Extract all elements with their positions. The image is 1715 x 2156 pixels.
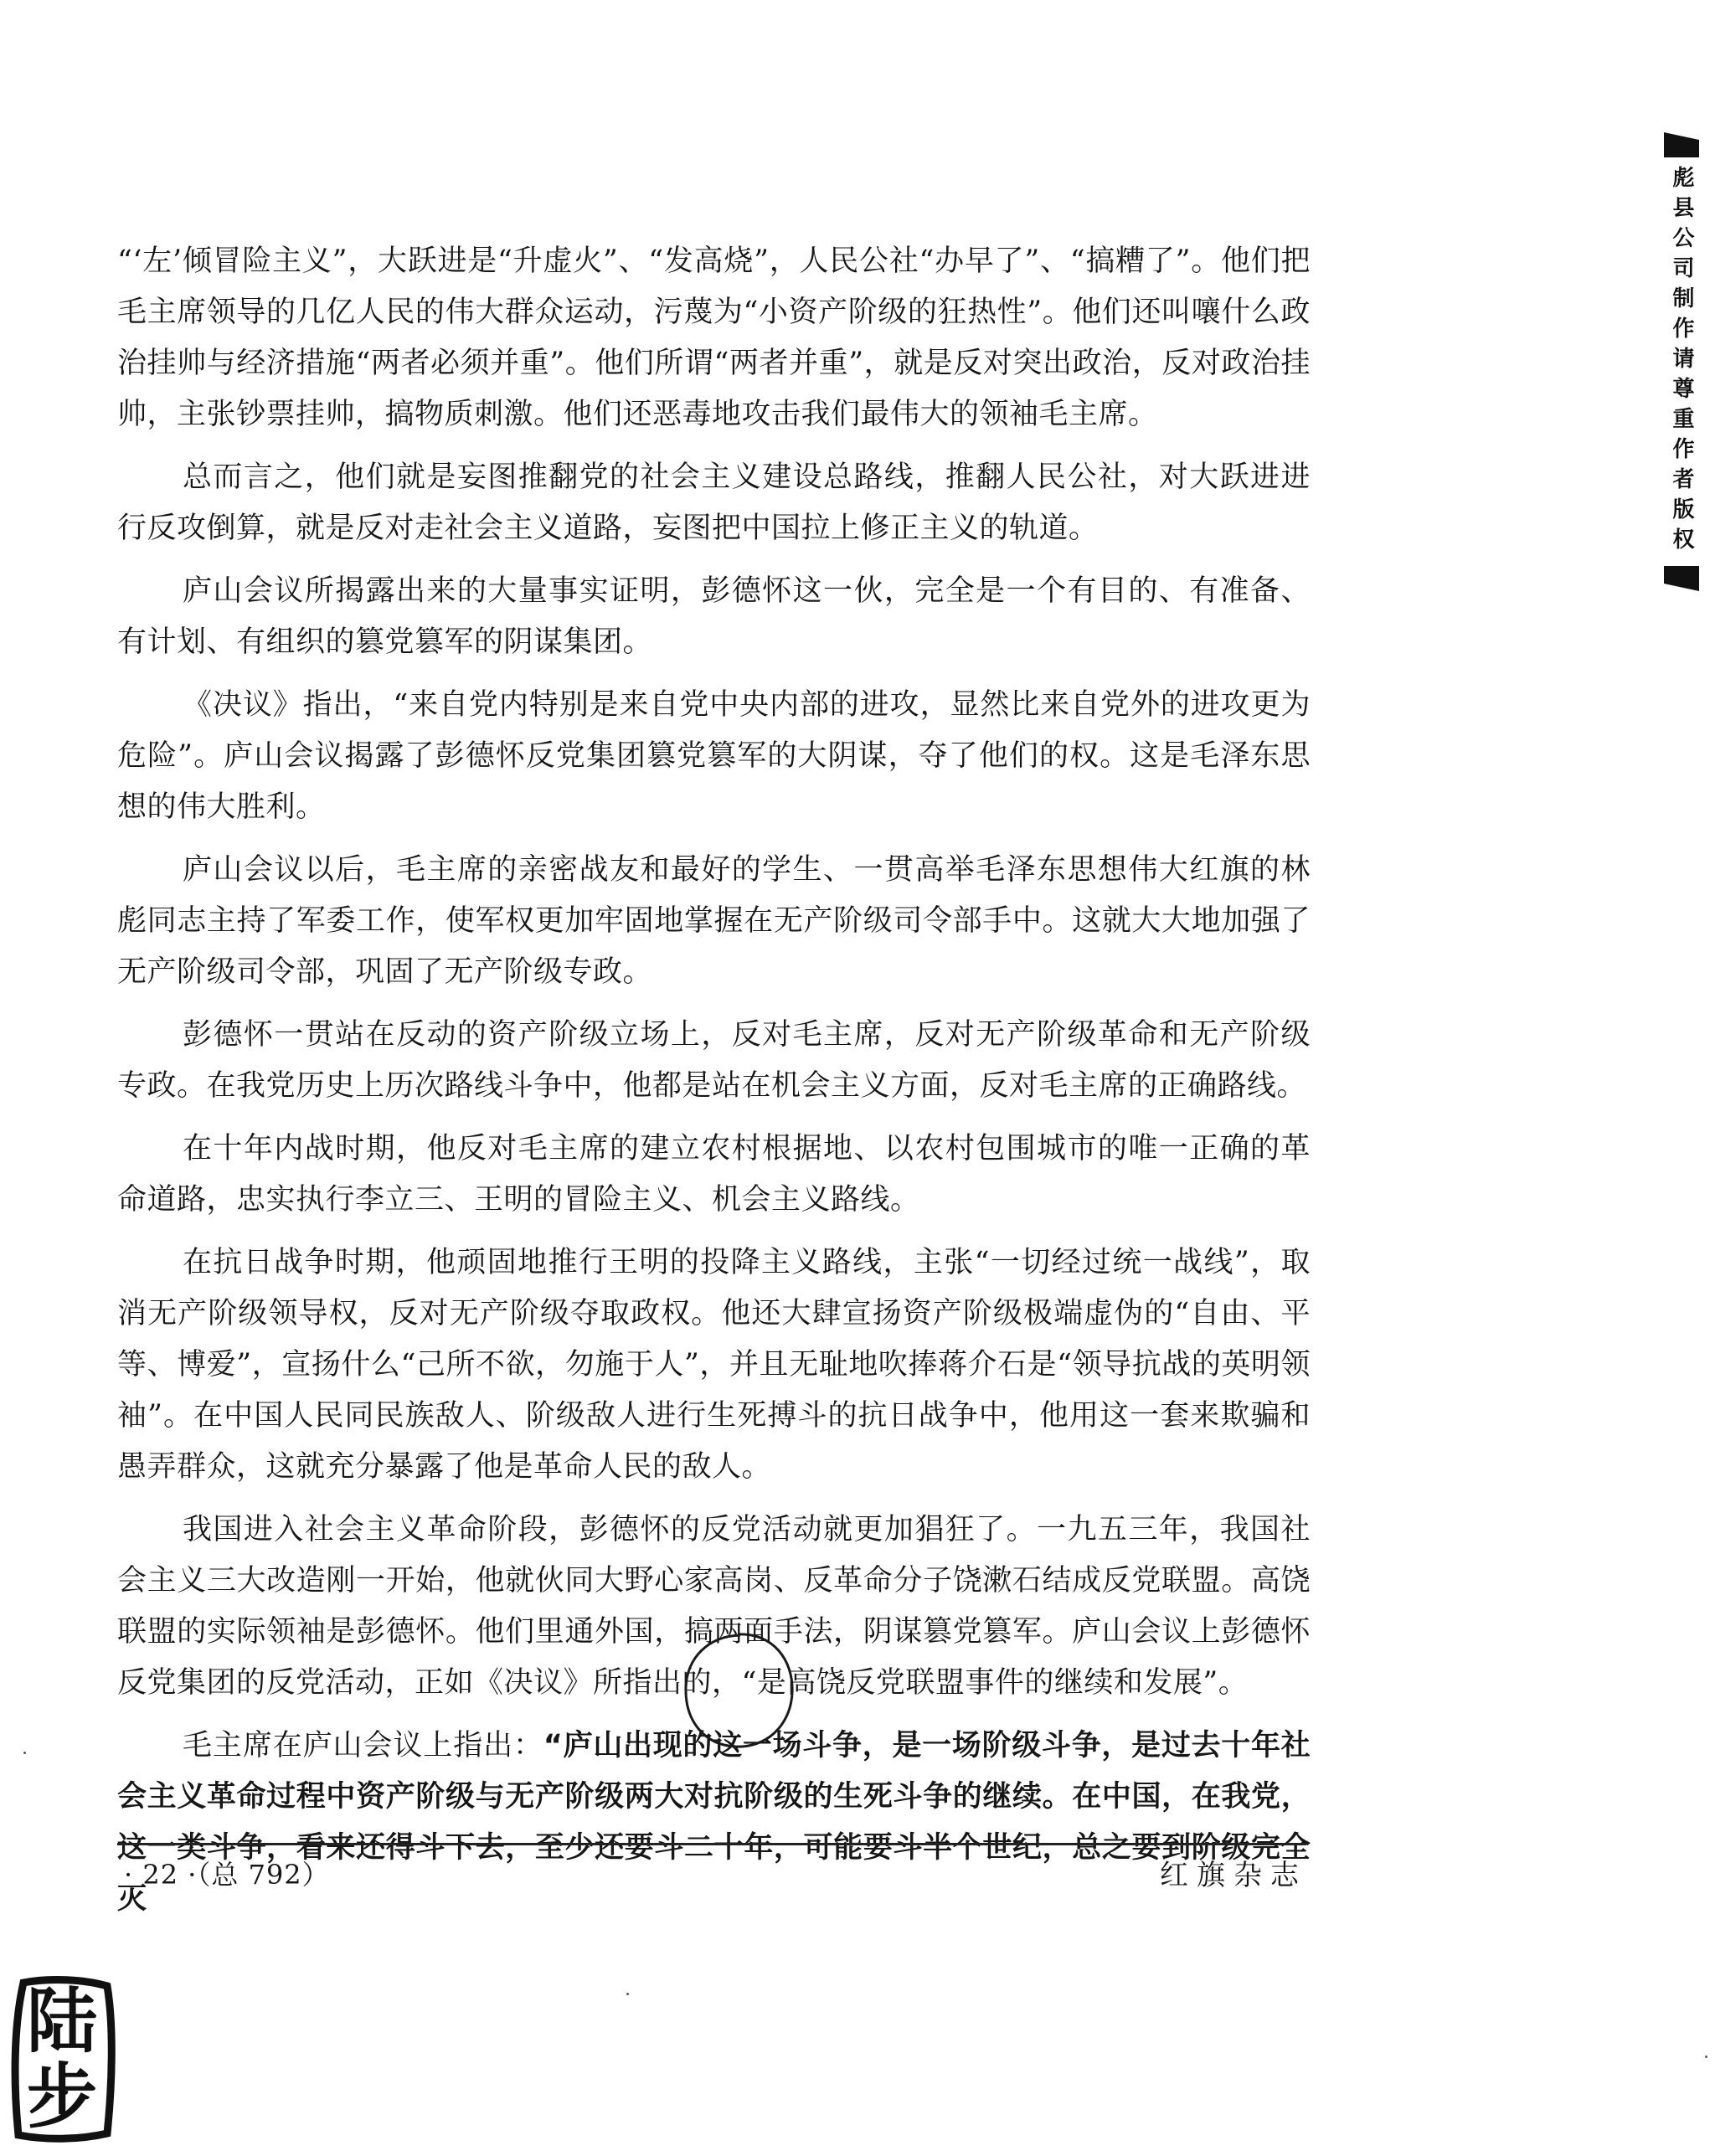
paragraph-9: 我国进入社会主义革命阶段，彭德怀的反党活动就更加猖狂了。一九五三年，我国社会主义三大改造刚一开始，他就伙同大野心家高岗、反革命分子饶漱石结成反党联盟。高饶联盟的实际领袖是彭德怀。他们里通外国，搞两面手法，阴谋篡党篡军。庐山会议上彭德怀反党集团的反党活动，正如《决议》所指出的，“是高饶反党联盟事件的继续和发展”。 — [117, 1513, 1311, 1700]
paragraph-4: 《决议》指出，“来自党内特别是来自党中央内部的进攻，显然比来自党外的进攻更为危险”。庐山会议揭露了彭德怀反党集团篡党篡军的大阴谋，夺了他们的权。这是毛泽东思想的伟大胜利。 — [117, 688, 1311, 824]
quote-lead: 毛主席在庐山会议上指出： — [183, 1729, 543, 1762]
paragraph-5: 庐山会议以后，毛主席的亲密战友和最好的学生、一贯高举毛泽东思想伟大红旗的林彪同志主持了军委工作，使军权更加牢固地掌握在无产阶级司令部手中。这就大大地加强了无产阶级司令部，巩固了无产阶级专政。 — [117, 853, 1311, 989]
paragraph-1: “‘左’倾冒险主义”，大跃进是“升虚火”、“发高烧”，人民公社“办早了”、“搞糟了”。他们把毛主席领导的几亿人民的伟大群众运动，污蔑为“小资产阶级的狂热性”。他们还叫嚷什么政治挂帅与经济措施“两者必须并重”。他们所谓“两者并重”，就是反对突出政治，反对政治挂帅，主张钞票挂帅，搞物质刺激。他们还恶毒地攻击我们最伟大的领袖毛主席。 — [117, 244, 1311, 431]
hand-drawn-circle-mark — [678, 1628, 799, 1753]
page-number: · 22 ·（总 792） — [124, 1859, 330, 1891]
side-note-top-marker — [1664, 132, 1699, 157]
paragraph-2: 总而言之，他们就是妄图推翻党的社会主义建设总路线，推翻人民公社，对大跃进进行反攻倒算，就是反对走社会主义道路，妄图把中国拉上修正主义的轨道。 — [117, 461, 1311, 545]
scan-speck — [23, 1752, 26, 1754]
side-note-text: 彪县公司制作请尊重作者版权 — [1669, 166, 1694, 558]
paragraph-7: 在十年内战时期，他反对毛主席的建立农村根据地、以农村包围城市的唯一正确的革命道路，忠实执行李立三、王明的冒险主义、机会主义路线。 — [117, 1132, 1311, 1217]
quote-bold-text: “庐山出现的这一场斗争，是一场阶级斗争，是过去十年社会主义革命过程中资产阶级与无产阶级两大对抗阶级的生死斗争的继续。在中国，在我党，这一类斗争，看来还得斗下去，至少还要斗二十年，可能要斗半个世纪，总之要到阶级完全灭 — [117, 1729, 1311, 1916]
seal-char-top: 陆 — [26, 1979, 97, 2062]
footer-rule — [117, 1843, 1306, 1845]
paragraph-3: 庐山会议所揭露出来的大量事实证明，彭德怀这一伙，完全是一个有目的、有准备、有计划、有组织的篡党篡军的阴谋集团。 — [117, 574, 1311, 659]
paragraph-8: 在抗日战争时期，他顽固地推行王明的投降主义路线，主张“一切经过统一战线”，取消无产阶级领导权，反对无产阶级夺取政权。他还大肆宣扬资产阶级极端虚伪的“自由、平等、博爱”，宣扬什么“己所不欲，勿施于人”，并且无耻地吹捧蒋介石是“领导抗战的英明领袖”。在中国人民同民族敌人、阶级敌人进行生死搏斗的抗日战争中，他用这一套来欺骗和愚弄群众，这就充分暴露了他是革命人民的敌人。 — [117, 1246, 1311, 1484]
paragraph-6: 彭德怀一贯站在反动的资产阶级立场上，反对毛主席，反对无产阶级革命和无产阶级专政。在我党历史上历次路线斗争中，他都是站在机会主义方面，反对毛主席的正确路线。 — [117, 1018, 1311, 1103]
scan-speck — [1705, 2056, 1707, 2058]
side-copyright-note — [1661, 132, 1702, 591]
collector-seal — [8, 1976, 117, 2143]
scan-speck — [626, 1993, 629, 1995]
journal-name: 红旗杂志 — [1160, 1859, 1307, 1892]
side-note-bottom-marker — [1664, 566, 1699, 591]
seal-char-bottom: 步 — [26, 2055, 97, 2138]
